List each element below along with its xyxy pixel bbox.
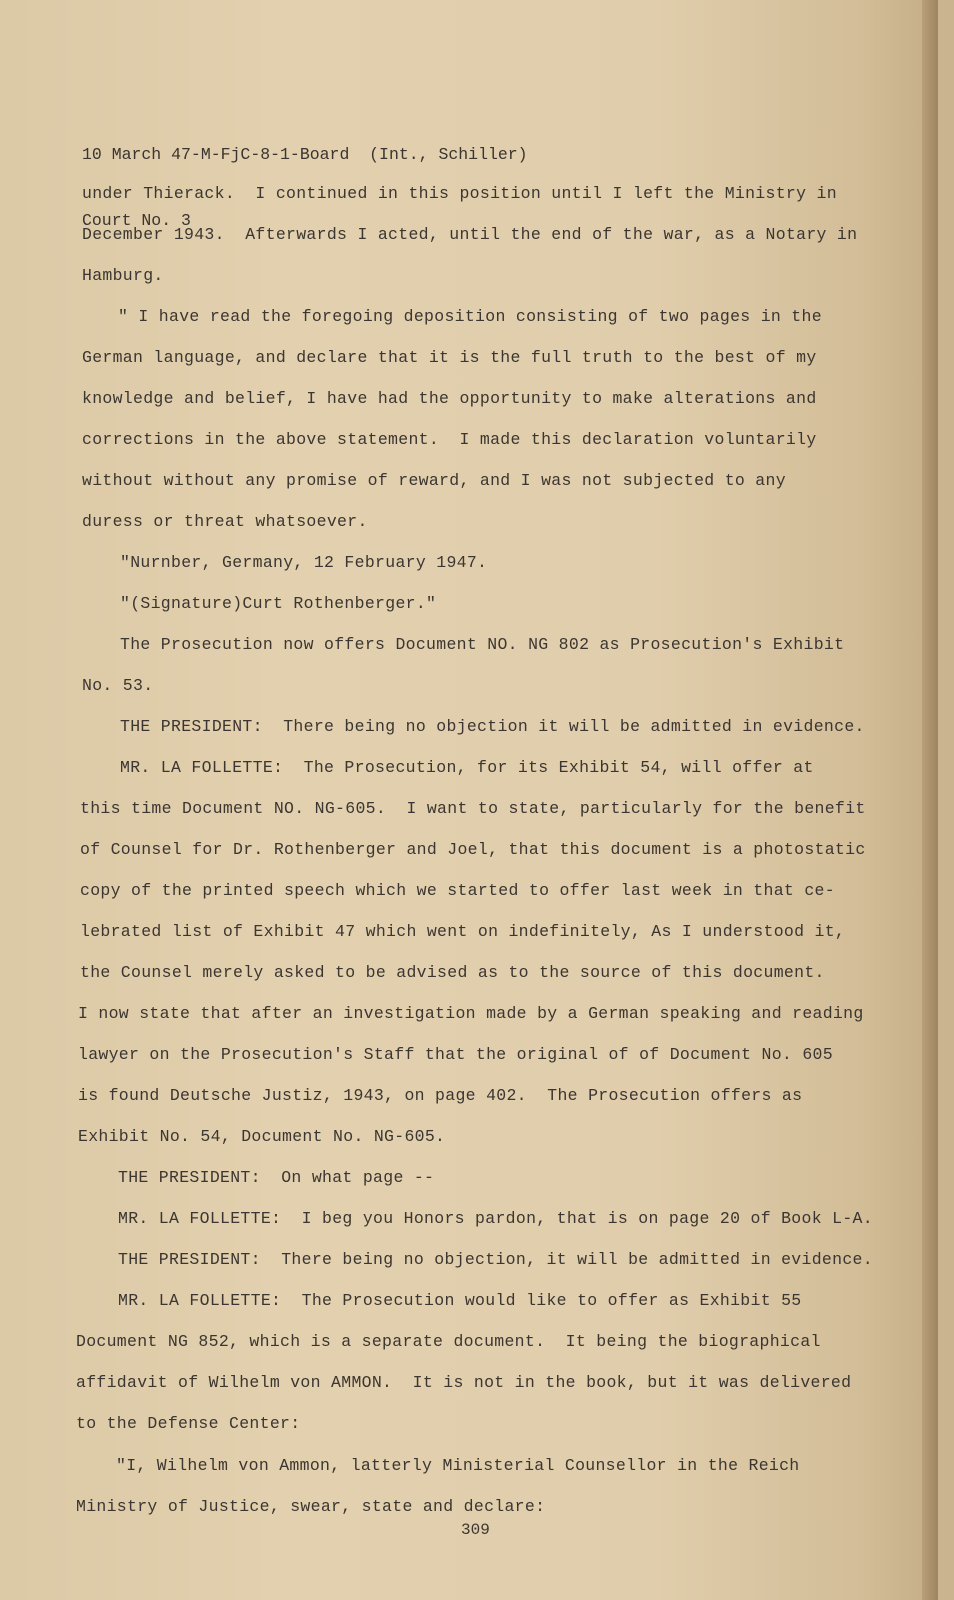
text-line: is found Deutsche Justiz, 1943, on page 402. The Prosecution offers as	[78, 1086, 803, 1105]
text-line: December 1943. Afterwards I acted, until the end of the war, as a Notary in	[82, 225, 858, 244]
text-line: Ministry of Justice, swear, state and declare:	[76, 1497, 546, 1516]
speaker-line: MR. LA FOLLETTE: The Prosecution, for its Exhibit 54, will offer at	[120, 758, 814, 777]
speaker-line: MR. LA FOLLETTE: I beg you Honors pardon, that is on page 20 of Book L-A.	[118, 1209, 873, 1228]
text-line: "(Signature)Curt Rothenberger."	[120, 594, 437, 613]
text-line: lawyer on the Prosecution's Staff that the original of of Document No. 605	[78, 1045, 833, 1064]
text-line: I now state that after an investigation made by a German speaking and reading	[78, 1004, 864, 1023]
page-number: 309	[461, 1521, 490, 1539]
text-line: corrections in the above statement. I made this declaration voluntarily	[82, 430, 817, 449]
text-line: to the Defense Center:	[76, 1414, 301, 1433]
speaker-line: THE PRESIDENT: There being no objection, it will be admitted in evidence.	[118, 1250, 873, 1269]
text-line: No. 53.	[82, 676, 154, 695]
text-line: " I have read the foregoing deposition consisting of two pages in the	[118, 307, 822, 326]
text-line: this time Document NO. NG-605. I want to state, particularly for the benefit	[80, 799, 866, 818]
speaker-line: THE PRESIDENT: There being no objection it will be admitted in evidence.	[120, 717, 865, 736]
header-line-2: Court No. 3	[82, 211, 191, 230]
text-line: copy of the printed speech which we started to offer last week in that ce-	[80, 881, 835, 900]
text-line: The Prosecution now offers Document NO. NG 802 as Prosecution's Exhibit	[120, 635, 845, 654]
text-line: knowledge and belief, I have had the opportunity to make alterations and	[82, 389, 817, 408]
header-line-1: 10 March 47-M-FjC-8-1-Board (Int., Schiller)	[82, 145, 528, 164]
speaker-line: MR. LA FOLLETTE: The Prosecution would like to offer as Exhibit 55	[118, 1291, 802, 1310]
text-line: duress or threat whatsoever.	[82, 512, 368, 531]
speaker-line: THE PRESIDENT: On what page --	[118, 1168, 435, 1187]
text-line: the Counsel merely asked to be advised as to the source of this document.	[80, 963, 825, 982]
text-line: of Counsel for Dr. Rothenberger and Joel, that this document is a photostatic	[80, 840, 866, 859]
text-line: affidavit of Wilhelm von AMMON. It is not in the book, but it was delivered	[76, 1373, 852, 1392]
text-line: "Nurnber, Germany, 12 February 1947.	[120, 553, 488, 572]
text-line: "I, Wilhelm von Ammon, latterly Ministerial Counsellor in the Reich	[116, 1456, 800, 1475]
text-line: German language, and declare that it is the full truth to the best of my	[82, 348, 817, 367]
text-line: lebrated list of Exhibit 47 which went on indefinitely, As I understood it,	[80, 922, 846, 941]
text-line: Exhibit No. 54, Document No. NG-605.	[78, 1127, 446, 1146]
text-line: Hamburg.	[82, 266, 164, 285]
text-line: without without any promise of reward, and I was not subjected to any	[82, 471, 786, 490]
text-line: under Thierack. I continued in this position until I left the Ministry in	[82, 184, 837, 203]
text-line: Document NG 852, which is a separate document. It being the biographical	[76, 1332, 821, 1351]
